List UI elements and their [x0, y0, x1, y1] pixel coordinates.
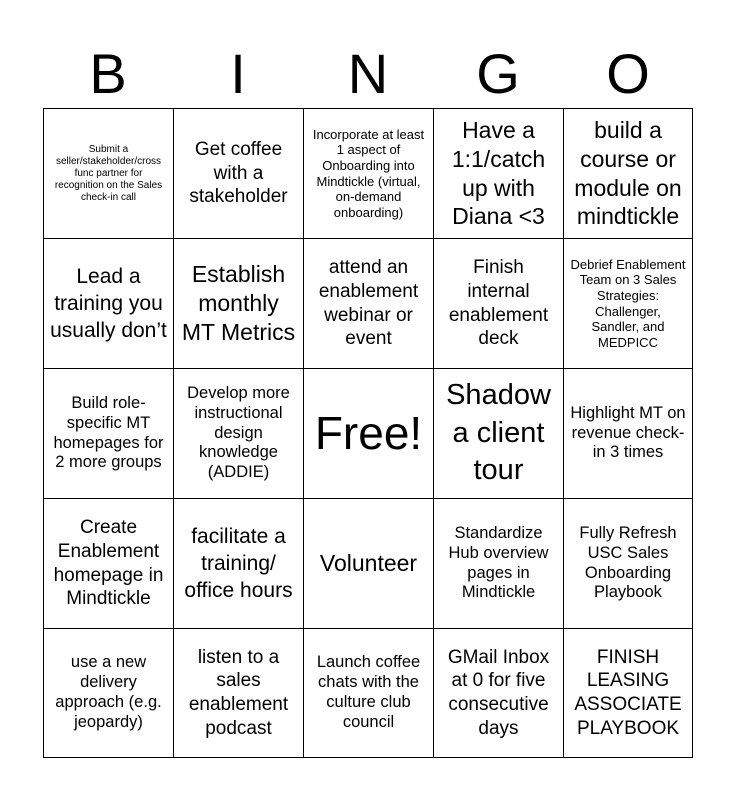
bingo-cell[interactable]: Volunteer [303, 498, 433, 628]
bingo-cell[interactable]: facilitate a training/ office hours [173, 498, 303, 628]
bingo-cell[interactable]: Develop more instructional design knowledge (ADDIE) [173, 368, 303, 498]
bingo-cell[interactable]: GMail Inbox at 0 for five consecutive days [433, 628, 563, 758]
bingo-cell[interactable]: Fully Refresh USC Sales Onboarding Playbook [563, 498, 693, 628]
bingo-cell[interactable]: Lead a training you usually don’t [43, 238, 173, 368]
bingo-cell[interactable]: Have a 1:1/catch up with Diana <3 [433, 108, 563, 238]
bingo-cell[interactable]: Submit a seller/stakeholder/cross func partner for recognition on the Sales check-in call [43, 108, 173, 238]
bingo-cell[interactable]: Create Enablement homepage in Mindtickle [43, 498, 173, 628]
bingo-cell[interactable]: FINISH LEASING ASSOCIATE PLAYBOOK [563, 628, 693, 758]
bingo-cell[interactable]: Standardize Hub overview pages in Mindtickle [433, 498, 563, 628]
header-letter-o: O [606, 42, 650, 105]
bingo-header [43, 42, 693, 106]
bingo-cell[interactable]: Establish monthly MT Metrics [173, 238, 303, 368]
bingo-cell[interactable]: Launch coffee chats with the culture club council [303, 628, 433, 758]
bingo-cell[interactable]: Get coffee with a stakeholder [173, 108, 303, 238]
bingo-cell[interactable]: attend an enablement webinar or event [303, 238, 433, 368]
bingo-cell[interactable]: Incorporate at least 1 aspect of Onboarding into Mindtickle (virtual, on-demand onboarding) [303, 108, 433, 238]
header-letter-n: N [347, 42, 389, 105]
bingo-cell[interactable]: build a course or module on mindtickle [563, 108, 693, 238]
bingo-cell[interactable]: use a new delivery approach (e.g. jeopardy) [43, 628, 173, 758]
bingo-cell[interactable]: Finish internal enablement deck [433, 238, 563, 368]
bingo-cell[interactable]: Build role-specific MT homepages for 2 more groups [43, 368, 173, 498]
bingo-cell[interactable]: Debrief Enablement Team on 3 Sales Strategies: Challenger, Sandler, and MEDPICC [563, 238, 693, 368]
bingo-cell[interactable]: Shadow a client tour [433, 368, 563, 498]
header-letter-i: I [230, 42, 246, 105]
bingo-board [43, 108, 693, 758]
header-letter-b: B [89, 42, 127, 105]
bingo-cell[interactable]: Highlight MT on revenue check-in 3 times [563, 368, 693, 498]
bingo-cell[interactable]: listen to a sales enablement podcast [173, 628, 303, 758]
free-space[interactable]: Free! [303, 368, 433, 498]
header-letter-g: G [476, 42, 520, 105]
